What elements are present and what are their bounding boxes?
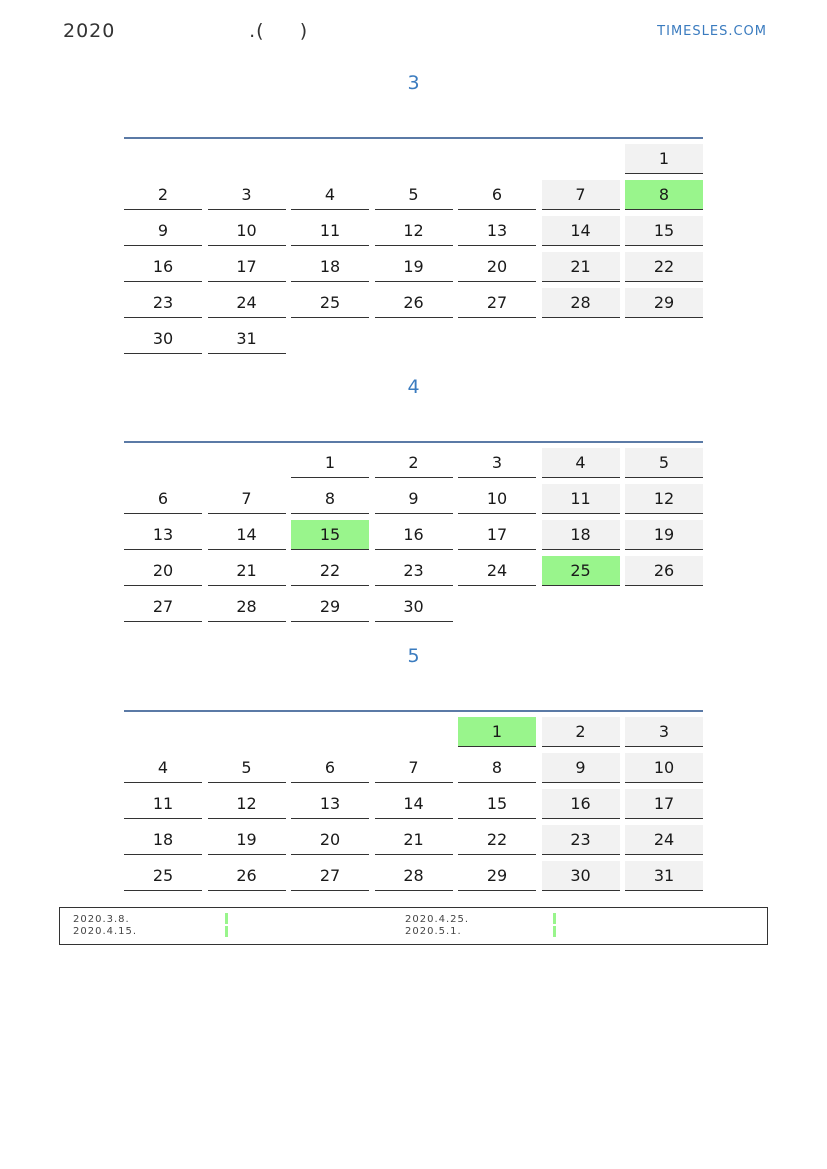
calendar-day: 4 xyxy=(542,448,620,478)
calendar-grid xyxy=(124,717,703,891)
calendar-empty-cell xyxy=(542,324,620,354)
calendar-day: 28 xyxy=(208,592,286,622)
calendar-day-holiday: 8 xyxy=(625,180,703,210)
legend-holiday-marker xyxy=(225,926,228,937)
calendar-day: 6 xyxy=(124,484,202,514)
calendar-day: 27 xyxy=(124,592,202,622)
legend-item: 2020.4.25. xyxy=(405,914,470,925)
calendar-day: 13 xyxy=(458,216,536,246)
calendar-grid xyxy=(124,144,703,354)
calendar-empty-cell xyxy=(208,448,286,478)
calendar-day: 28 xyxy=(375,861,453,891)
calendar-day: 19 xyxy=(208,825,286,855)
calendar-day: 4 xyxy=(291,180,369,210)
calendar-day: 30 xyxy=(375,592,453,622)
calendar-empty-cell xyxy=(458,144,536,174)
calendar-day: 1 xyxy=(291,448,369,478)
calendar-day: 25 xyxy=(124,861,202,891)
calendar-empty-cell xyxy=(208,717,286,747)
month-march xyxy=(124,137,703,354)
calendar-day: 15 xyxy=(458,789,536,819)
calendar-empty-cell xyxy=(124,144,202,174)
calendar-day: 9 xyxy=(124,216,202,246)
calendar-day: 6 xyxy=(458,180,536,210)
calendar-day: 5 xyxy=(625,448,703,478)
calendar-day: 26 xyxy=(208,861,286,891)
calendar-day: 15 xyxy=(625,216,703,246)
calendar-day: 30 xyxy=(542,861,620,891)
calendar-day: 22 xyxy=(625,252,703,282)
legend-item: 2020.4.15. xyxy=(73,926,138,937)
legend-item: 2020.3.8. xyxy=(73,914,130,925)
calendar-day: 30 xyxy=(124,324,202,354)
calendar-day: 18 xyxy=(124,825,202,855)
calendar-day: 31 xyxy=(625,861,703,891)
calendar-day: 24 xyxy=(208,288,286,318)
calendar-empty-cell xyxy=(208,144,286,174)
calendar-day: 14 xyxy=(208,520,286,550)
month-may xyxy=(124,710,703,891)
calendar-day: 26 xyxy=(625,556,703,586)
calendar-day-holiday: 25 xyxy=(542,556,620,586)
calendar-day: 21 xyxy=(375,825,453,855)
calendar-day: 3 xyxy=(458,448,536,478)
calendar-day: 2 xyxy=(124,180,202,210)
calendar-day: 16 xyxy=(124,252,202,282)
calendar-day: 6 xyxy=(291,753,369,783)
calendar-empty-cell xyxy=(458,324,536,354)
calendar-empty-cell xyxy=(375,144,453,174)
calendar-day: 12 xyxy=(625,484,703,514)
calendar-day: 21 xyxy=(208,556,286,586)
calendar-day: 23 xyxy=(375,556,453,586)
month-title-may: 5 xyxy=(407,645,420,667)
legend-item: 2020.5.1. xyxy=(405,926,462,937)
page-title: 2020 .( ) xyxy=(63,20,309,42)
calendar-empty-cell xyxy=(124,717,202,747)
site-logo[interactable]: TIMESLES.COM xyxy=(657,24,767,39)
legend-holiday-marker xyxy=(553,926,556,937)
calendar-day: 21 xyxy=(542,252,620,282)
calendar-day: 22 xyxy=(291,556,369,586)
calendar-day: 13 xyxy=(291,789,369,819)
calendar-day: 23 xyxy=(542,825,620,855)
calendar-empty-cell xyxy=(458,592,536,622)
calendar-day: 29 xyxy=(458,861,536,891)
calendar-day-holiday: 1 xyxy=(458,717,536,747)
calendar-day: 9 xyxy=(542,753,620,783)
calendar-day: 11 xyxy=(124,789,202,819)
calendar-day: 17 xyxy=(625,789,703,819)
calendar-day: 5 xyxy=(375,180,453,210)
calendar-day-holiday: 15 xyxy=(291,520,369,550)
calendar-day: 20 xyxy=(458,252,536,282)
calendar-day: 29 xyxy=(291,592,369,622)
calendar-empty-cell xyxy=(542,592,620,622)
month-rule xyxy=(124,441,703,443)
calendar-day: 24 xyxy=(625,825,703,855)
holiday-legend xyxy=(59,907,768,945)
calendar-day: 17 xyxy=(458,520,536,550)
calendar-empty-cell xyxy=(291,717,369,747)
calendar-day: 8 xyxy=(291,484,369,514)
calendar-day: 23 xyxy=(124,288,202,318)
calendar-day: 22 xyxy=(458,825,536,855)
calendar-day: 29 xyxy=(625,288,703,318)
calendar-empty-cell xyxy=(542,144,620,174)
calendar-day: 10 xyxy=(625,753,703,783)
calendar-day: 25 xyxy=(291,288,369,318)
calendar-day: 2 xyxy=(542,717,620,747)
calendar-day: 10 xyxy=(458,484,536,514)
month-rule xyxy=(124,710,703,712)
calendar-day: 10 xyxy=(208,216,286,246)
calendar-day: 31 xyxy=(208,324,286,354)
calendar-day: 19 xyxy=(375,252,453,282)
calendar-day: 1 xyxy=(625,144,703,174)
calendar-day: 14 xyxy=(375,789,453,819)
calendar-day: 18 xyxy=(542,520,620,550)
calendar-day: 7 xyxy=(542,180,620,210)
calendar-empty-cell xyxy=(291,324,369,354)
calendar-day: 12 xyxy=(375,216,453,246)
calendar-day: 11 xyxy=(542,484,620,514)
calendar-empty-cell xyxy=(291,144,369,174)
month-rule xyxy=(124,137,703,139)
calendar-day: 20 xyxy=(291,825,369,855)
calendar-day: 27 xyxy=(291,861,369,891)
calendar-day: 13 xyxy=(124,520,202,550)
calendar-day: 18 xyxy=(291,252,369,282)
legend-holiday-marker xyxy=(553,913,556,924)
calendar-empty-cell xyxy=(124,448,202,478)
calendar-day: 27 xyxy=(458,288,536,318)
month-title-april: 4 xyxy=(407,376,420,398)
calendar-day: 11 xyxy=(291,216,369,246)
calendar-day: 28 xyxy=(542,288,620,318)
calendar-day: 7 xyxy=(375,753,453,783)
calendar-day: 20 xyxy=(124,556,202,586)
calendar-empty-cell xyxy=(625,324,703,354)
calendar-day: 3 xyxy=(208,180,286,210)
calendar-day: 8 xyxy=(458,753,536,783)
calendar-day: 17 xyxy=(208,252,286,282)
month-april xyxy=(124,441,703,622)
calendar-grid xyxy=(124,448,703,622)
calendar-empty-cell xyxy=(375,717,453,747)
calendar-day: 24 xyxy=(458,556,536,586)
calendar-day: 2 xyxy=(375,448,453,478)
calendar-empty-cell xyxy=(375,324,453,354)
legend-holiday-marker xyxy=(225,913,228,924)
calendar-day: 9 xyxy=(375,484,453,514)
calendar-empty-cell xyxy=(625,592,703,622)
calendar-day: 12 xyxy=(208,789,286,819)
calendar-day: 16 xyxy=(542,789,620,819)
calendar-day: 26 xyxy=(375,288,453,318)
calendar-day: 19 xyxy=(625,520,703,550)
calendar-day: 4 xyxy=(124,753,202,783)
calendar-day: 14 xyxy=(542,216,620,246)
calendar-day: 7 xyxy=(208,484,286,514)
month-title-march: 3 xyxy=(407,72,420,94)
calendar-day: 16 xyxy=(375,520,453,550)
calendar-day: 5 xyxy=(208,753,286,783)
calendar-day: 3 xyxy=(625,717,703,747)
